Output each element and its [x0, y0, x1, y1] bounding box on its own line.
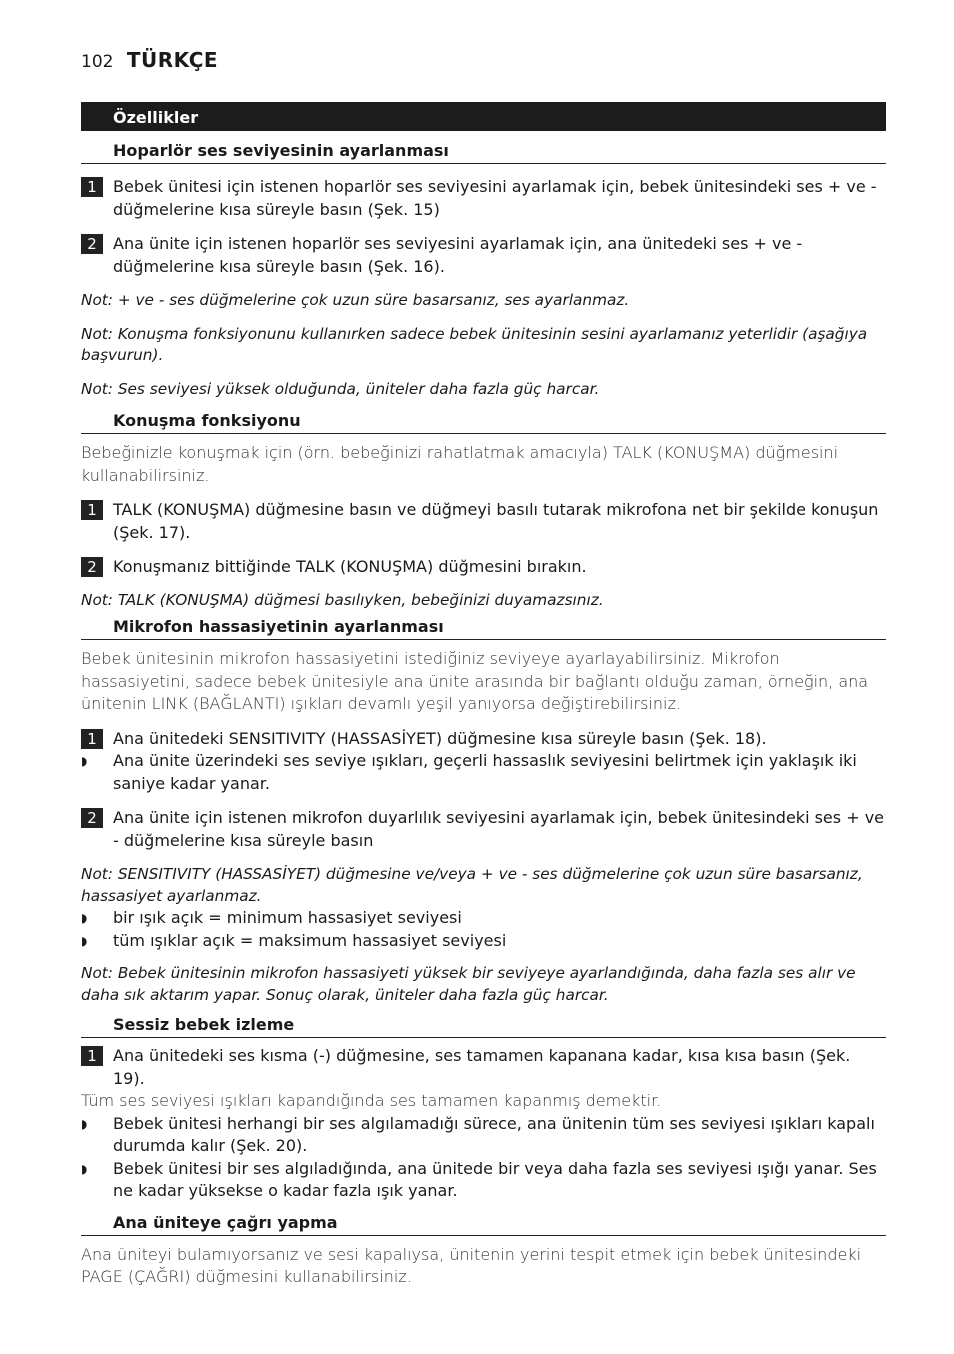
silent-monitoring-heading: Sessiz bebek izleme — [81, 1015, 886, 1038]
list-item — [81, 930, 886, 953]
language-title: TÜRKÇE — [126, 48, 219, 72]
section-title: Özellikler — [81, 102, 886, 131]
step-text: Ana ünite için istenen hoparlör ses seviyesini ayarlamak için, ana ünitedeki ses + ve - düğmelerine kısa süreyle basın (Şek. 16). — [113, 234, 803, 276]
step-number: 1 — [81, 177, 103, 197]
step-number: 1 — [81, 729, 103, 749]
paging-heading: Ana üniteye çağrı yapma — [81, 1213, 886, 1236]
step-number: 2 — [81, 234, 103, 254]
bullet-text: Ana ünite üzerindeki ses seviye ışıkları, geçerli hassaslık seviyesini belirtmek için yaklaşık iki saniye kadar yanar. — [113, 751, 857, 793]
page-header — [81, 48, 218, 72]
mic-sensitivity-heading: Mikrofon hassasiyetinin ayarlanması — [81, 617, 886, 640]
speaker-volume-heading: Hoparlör ses seviyesinin ayarlanması — [81, 141, 886, 164]
bullet-text: Bebek ünitesi bir ses algıladığında, ana ünitede bir veya daha fazla ses seviyesi ışığı yanar. Ses ne kadar yüksekse o kadar fazla ışık yanar. — [113, 1158, 877, 1200]
list-item — [81, 1158, 886, 1203]
note: Not: + ve - ses düğmelerine çok uzun süre basarsanız, ses ayarlanmaz. — [81, 291, 630, 309]
talk-function-step-1 — [81, 499, 886, 544]
list-item — [81, 1113, 886, 1158]
step-text: Ana ünitedeki ses kısma (-) düğmesine, ses tamamen kapanana kadar, kısa kısa basın (Şek. 19). — [113, 1046, 851, 1088]
mic-sensitivity-step-1 — [81, 728, 886, 751]
step-text: Bebek ünitesi için istenen hoparlör ses seviyesini ayarlamak için, bebek ünitesindeki ses + ve - düğmelerine kısa süreyle basın (Şek. 15) — [113, 177, 877, 219]
page-number: 102 — [81, 52, 114, 72]
step-text: TALK (KONUŞMA) düğmesine basın ve düğmeyi basılı tutarak mikrofona net bir şekilde konuşun (Şek. 17). — [113, 500, 879, 542]
bullet-icon: ◗ — [81, 1161, 88, 1176]
step-number: 2 — [81, 808, 103, 828]
bullet-icon: ◗ — [81, 933, 88, 948]
talk-function-intro: Bebeğinizle konuşmak için (örn. bebeğinizi rahatlatmak amacıyla) TALK (KONUŞMA) düğmesini kullanabilirsiniz. — [81, 443, 839, 485]
step-text: Ana ünitedeki SENSITIVITY (HASSASİYET) düğmesine kısa süreyle basın (Şek. 18). — [113, 728, 767, 748]
note: Not: Ses seviyesi yüksek olduğunda, üniteler daha fazla güç harcar. — [81, 379, 600, 398]
silent-monitoring-step-1 — [81, 1045, 886, 1090]
list-item — [81, 750, 886, 795]
step-number: 1 — [81, 500, 103, 520]
note: Not: TALK (KONUŞMA) düğmesi basılıyken, bebeğinizi duyamazsınız. — [81, 590, 604, 609]
note: Not: SENSITIVITY (HASSASİYET) düğmesine ve/veya + ve - ses düğmelerine çok uzun süre basarsanız, hassasiyet ayarlanmaz. — [81, 865, 863, 905]
note: Not: Bebek ünitesinin mikrofon hassasiyeti yüksek bir seviyeye ayarlandığında, daha fazla ses alır ve daha sık aktarım yapar. Sonuç olarak, üniteler daha fazla güç harcar. — [81, 964, 856, 1004]
speaker-volume-step-1 — [81, 176, 886, 221]
bullet-icon: ◗ — [81, 911, 88, 925]
silent-monitoring-after: Tüm ses seviyesi ışıkları kapandığında ses tamamen kapanmış demektir. — [81, 1091, 662, 1110]
bullet-icon: ◗ — [81, 754, 88, 768]
bullet-text: tüm ışıklar açık = maksimum hassasiyet seviyesi — [113, 930, 507, 950]
page-content — [81, 102, 886, 1289]
step-text: Ana ünite için istenen mikrofon duyarlılık seviyesini ayarlamak için, bebek ünitesindeki ses + ve - düğmelerine kısa süreyle basın — [113, 808, 884, 850]
speaker-volume-step-2 — [81, 233, 886, 278]
note: Not: Konuşma fonksiyonunu kullanırken sadece bebek ünitesinin sesini ayarlamanız yeterlidir (aşağıya başvurun). — [81, 324, 868, 364]
talk-function-step-2 — [81, 556, 886, 579]
mic-sensitivity-step-2 — [81, 807, 886, 852]
bullet-text: Bebek ünitesi herhangi bir ses algılamadığı sürece, ana ünitenin tüm ses seviyesi ışıkları kapalı durumda kalır (Şek. 20). — [113, 1113, 875, 1155]
mic-sensitivity-intro: Bebek ünitesinin mikrofon hassasiyetini istediğiniz seviyeye ayarlayabilirsiniz. Mikrofon hassasiyetini, sadece bebek ünitesiyle ana ünite arasında bir bağlantı olduğu zaman, örneğin, ana ünitenin LINK (BAĞLANTI) ışıkları devamlı yeşil yanıyorsa değiştirebilirsiniz. — [81, 649, 869, 713]
bullet-icon: ◗ — [81, 1116, 88, 1131]
step-text: Konuşmanız bittiğinde TALK (KONUŞMA) düğmesini bırakın. — [113, 557, 587, 576]
paging-intro: Ana üniteyi bulamıyorsanız ve sesi kapalıysa, ünitenin yerini tespit etmek için bebek ünitesindeki PAGE (ÇAĞRI) düğmesini kullanabilirsiniz. — [81, 1244, 862, 1286]
talk-function-heading: Konuşma fonksiyonu — [81, 411, 886, 434]
bullet-text: bir ışık açık = minimum hassasiyet seviyesi — [113, 908, 462, 927]
step-number: 1 — [81, 1046, 103, 1066]
step-number: 2 — [81, 557, 103, 577]
list-item — [81, 907, 886, 930]
